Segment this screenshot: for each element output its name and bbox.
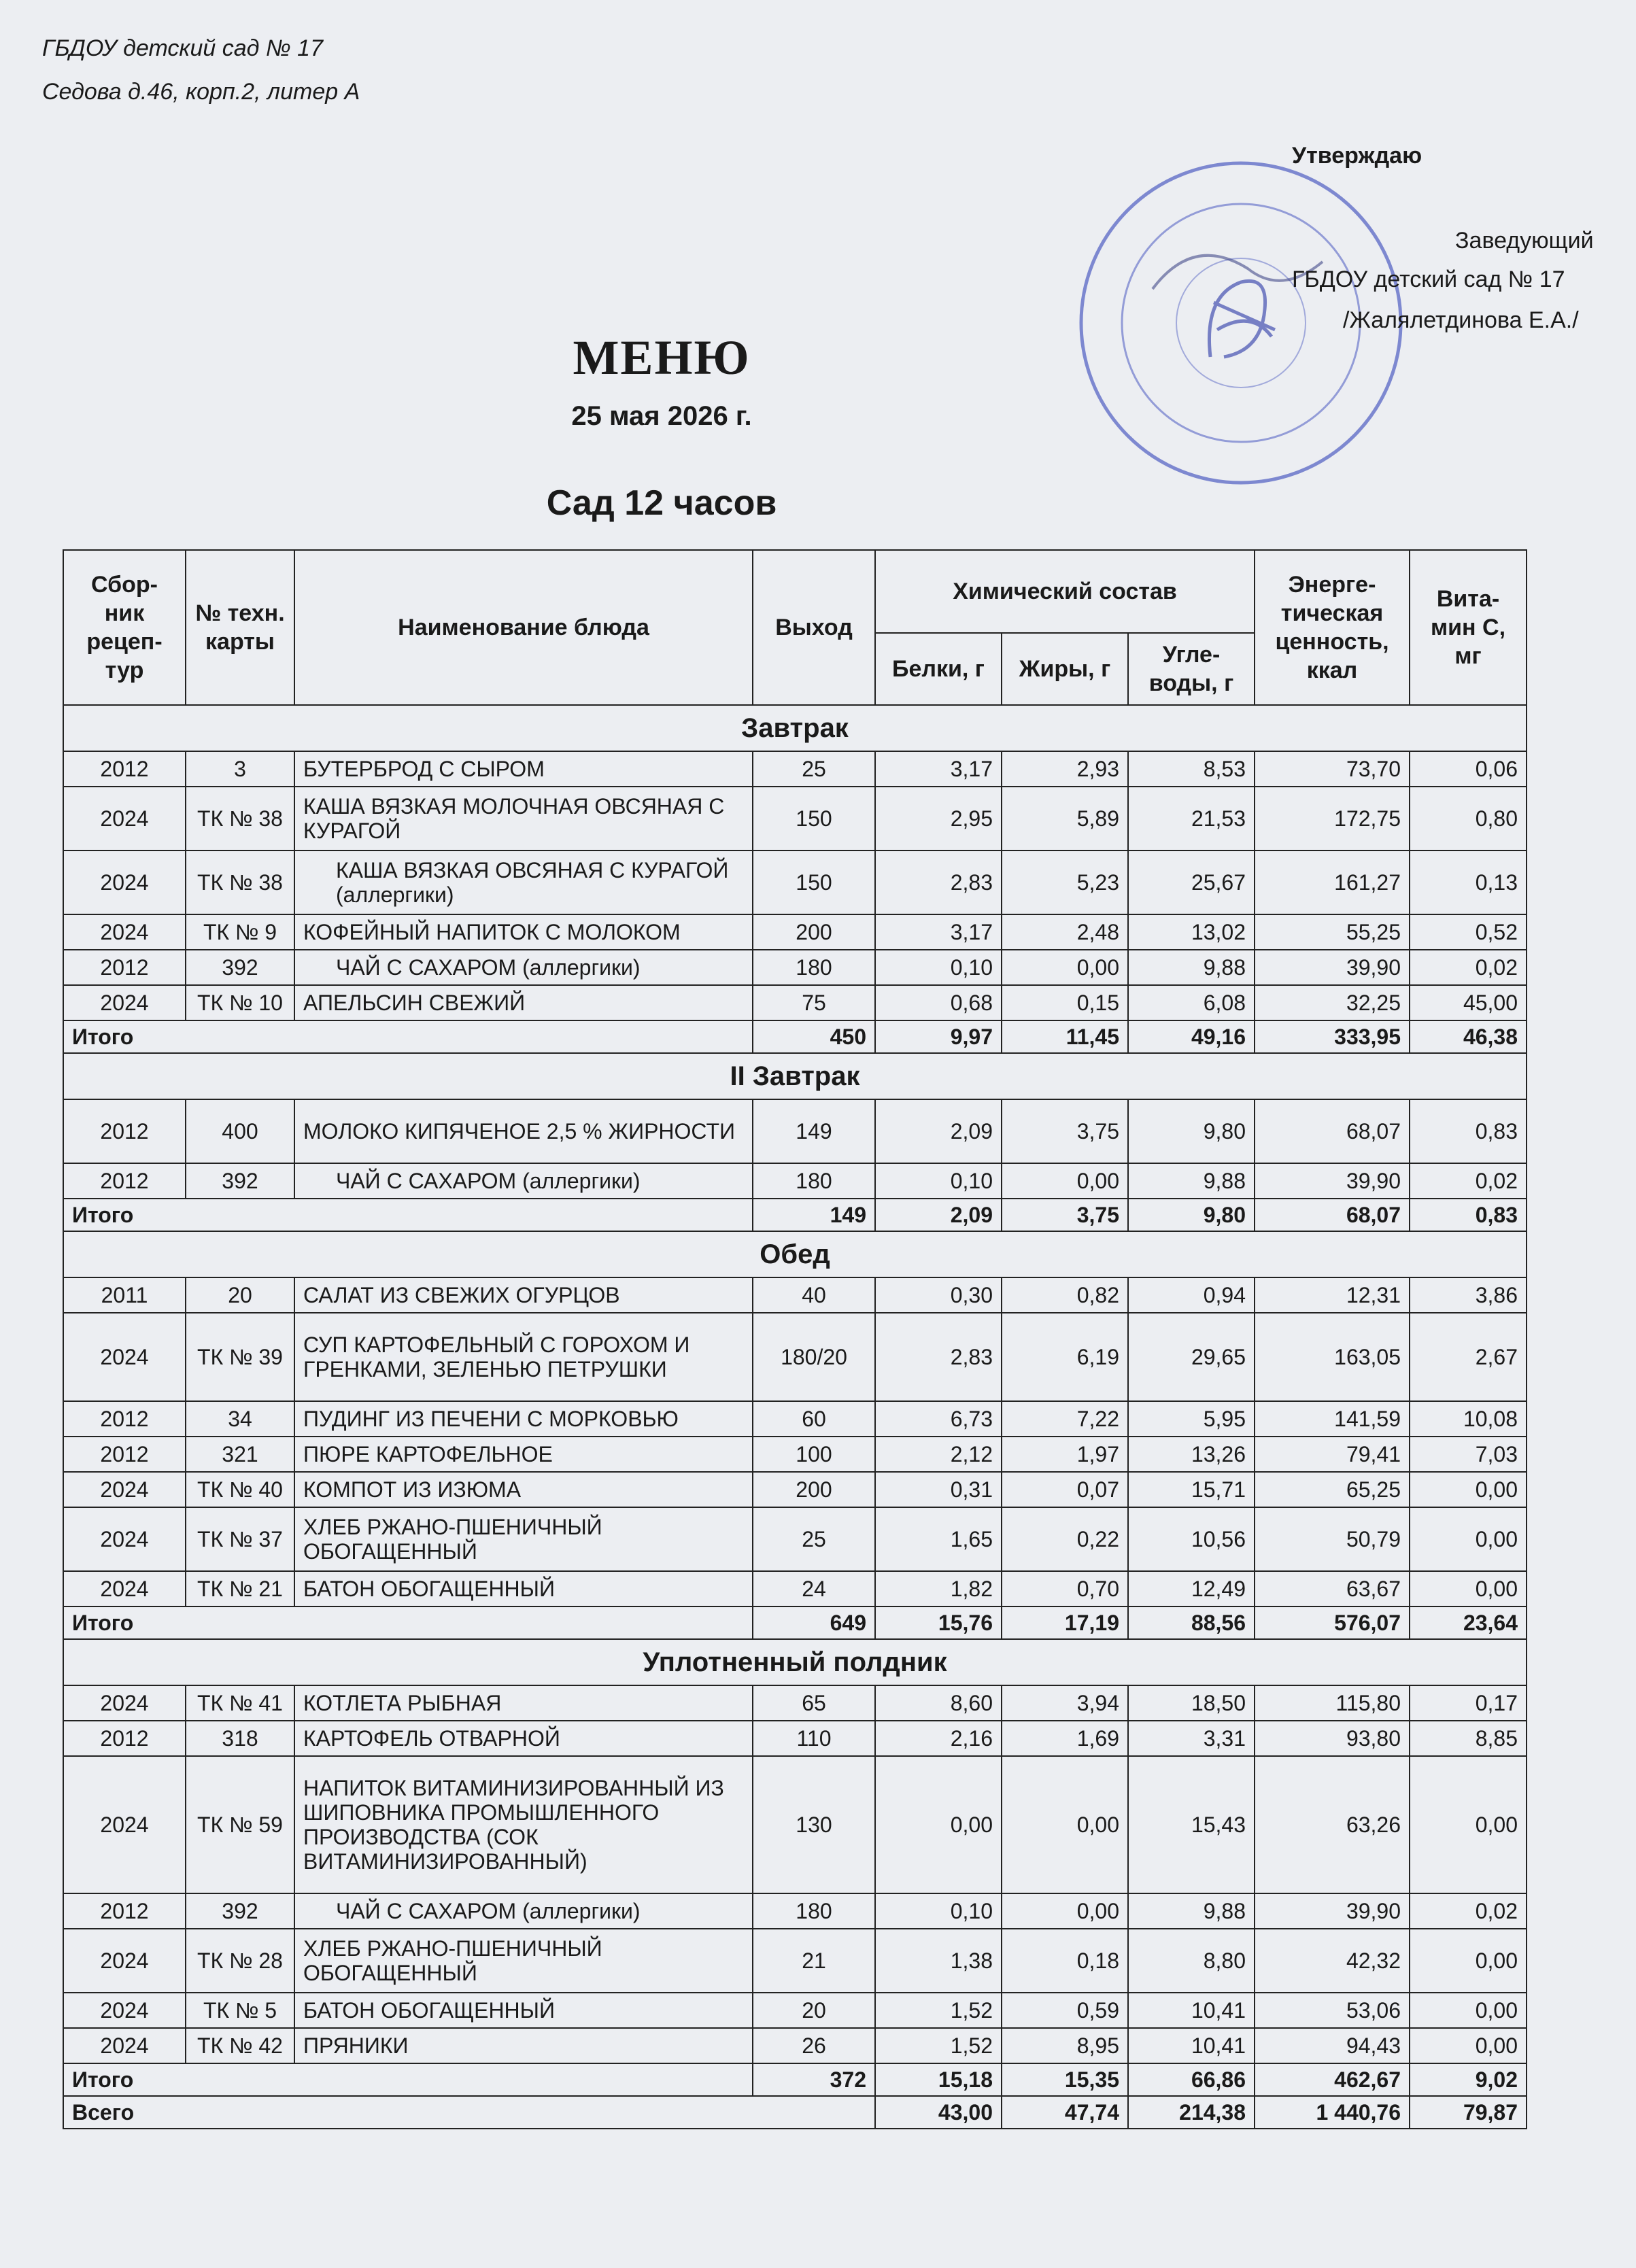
table-row [63,1721,1527,1756]
dish-name-cell: ЧАЙ С САХАРОМ (аллергики) [294,1893,753,1929]
vitamin-cell: 0,52 [1410,914,1527,950]
organization-name: ГБДОУ детский сад № 17 [42,35,323,61]
fat-cell: 8,95 [1002,2028,1128,2063]
output-cell: 40 [753,1277,875,1313]
recipe-collection-cell: 2024 [63,787,186,850]
header-energy: Энерге-тическая ценность, ккал [1255,550,1410,705]
output-cell: 180/20 [753,1313,875,1401]
vitamin-cell: 0,80 [1410,787,1527,850]
carbs-cell: 25,67 [1128,850,1255,914]
tech-card-cell: ТК № 42 [186,2028,294,2063]
total-protein: 15,76 [875,1606,1002,1639]
energy-cell: 39,90 [1255,950,1410,985]
recipe-collection-cell: 2024 [63,1929,186,1993]
recipe-collection-cell: 2012 [63,1721,186,1756]
output-cell: 65 [753,1685,875,1721]
menu-body [63,705,1527,2129]
fat-cell: 0,70 [1002,1571,1128,1606]
total-protein: 15,18 [875,2063,1002,2096]
protein-cell: 2,83 [875,1313,1002,1401]
protein-cell: 1,82 [875,1571,1002,1606]
fat-cell: 6,19 [1002,1313,1128,1401]
output-cell: 110 [753,1721,875,1756]
tech-card-cell: ТК № 39 [186,1313,294,1401]
carbs-cell: 15,71 [1128,1472,1255,1507]
table-row [63,850,1527,914]
energy-cell: 39,90 [1255,1893,1410,1929]
page-title: МЕНЮ [573,330,751,385]
tech-card-cell: ТК № 28 [186,1929,294,1993]
table-row [63,1685,1527,1721]
carbs-cell: 10,41 [1128,2028,1255,2063]
recipe-collection-cell: 2012 [63,1401,186,1437]
total-vitamin: 46,38 [1410,1020,1527,1053]
table-row [63,1507,1527,1571]
menu-subtitle: Сад 12 часов [546,483,777,523]
total-fat: 15,35 [1002,2063,1128,2096]
recipe-collection-cell: 2024 [63,1685,186,1721]
header-card: № техн. карты [186,550,294,705]
protein-cell: 0,30 [875,1277,1002,1313]
output-cell: 100 [753,1437,875,1472]
table-row [63,1277,1527,1313]
total-output: 372 [753,2063,875,2096]
recipe-collection-cell: 2024 [63,1313,186,1401]
output-cell: 200 [753,914,875,950]
total-carbs: 88,56 [1128,1606,1255,1639]
table-row [63,2028,1527,2063]
recipe-collection-cell: 2024 [63,1993,186,2028]
total-output: 649 [753,1606,875,1639]
grand-total-vitamin: 79,87 [1410,2096,1527,2129]
tech-card-cell: ТК № 38 [186,850,294,914]
header-collection: Сбор-ник рецеп-тур [63,550,186,705]
tech-card-cell: 321 [186,1437,294,1472]
fat-cell: 0,59 [1002,1993,1128,2028]
vitamin-cell: 0,02 [1410,1163,1527,1199]
recipe-collection-cell: 2024 [63,1507,186,1571]
vitamin-cell: 45,00 [1410,985,1527,1020]
carbs-cell: 0,94 [1128,1277,1255,1313]
output-cell: 180 [753,1893,875,1929]
grand-total-fat: 47,74 [1002,2096,1128,2129]
tech-card-cell: ТК № 9 [186,914,294,950]
vitamin-cell: 0,02 [1410,1893,1527,1929]
protein-cell: 1,52 [875,2028,1002,2063]
table-row [63,1993,1527,2028]
approval-organization: ГБДОУ детский сад № 17 [1292,267,1565,292]
output-cell: 150 [753,787,875,850]
carbs-cell: 29,65 [1128,1313,1255,1401]
tech-card-cell: ТК № 5 [186,1993,294,2028]
energy-cell: 93,80 [1255,1721,1410,1756]
fat-cell: 2,48 [1002,914,1128,950]
vitamin-cell: 0,00 [1410,1472,1527,1507]
carbs-cell: 10,41 [1128,1993,1255,2028]
section-header [63,1053,1527,1099]
energy-cell: 163,05 [1255,1313,1410,1401]
output-cell: 150 [753,850,875,914]
dish-name-cell: КОФЕЙНЫЙ НАПИТОК С МОЛОКОМ [294,914,753,950]
output-cell: 24 [753,1571,875,1606]
tech-card-cell: ТК № 41 [186,1685,294,1721]
energy-cell: 172,75 [1255,787,1410,850]
tech-card-cell: ТК № 59 [186,1756,294,1893]
dish-name-cell: СУП КАРТОФЕЛЬНЫЙ С ГОРОХОМ И ГРЕНКАМИ, ЗЕЛЕНЬЮ ПЕТРУШКИ [294,1313,753,1401]
table-row [63,1893,1527,1929]
total-energy: 68,07 [1255,1199,1410,1231]
total-vitamin: 0,83 [1410,1199,1527,1231]
protein-cell: 2,83 [875,850,1002,914]
grand-total-carbs: 214,38 [1128,2096,1255,2129]
carbs-cell: 9,88 [1128,1893,1255,1929]
approval-position: Заведующий [1455,228,1594,254]
dish-name-cell: ПРЯНИКИ [294,2028,753,2063]
vitamin-cell: 2,67 [1410,1313,1527,1401]
output-cell: 200 [753,1472,875,1507]
carbs-cell: 15,43 [1128,1756,1255,1893]
recipe-collection-cell: 2011 [63,1277,186,1313]
carbs-cell: 13,02 [1128,914,1255,950]
dish-name-cell: ХЛЕБ РЖАНО-ПШЕНИЧНЫЙ ОБОГАЩЕННЫЙ [294,1929,753,1993]
vitamin-cell: 0,13 [1410,850,1527,914]
tech-card-cell: ТК № 38 [186,787,294,850]
fat-cell: 0,18 [1002,1929,1128,1993]
total-vitamin: 9,02 [1410,2063,1527,2096]
tech-card-cell: 34 [186,1401,294,1437]
tech-card-cell: 392 [186,950,294,985]
approval-title: Утверждаю [1292,143,1422,169]
total-carbs: 9,80 [1128,1199,1255,1231]
table-row [63,950,1527,985]
total-fat: 11,45 [1002,1020,1128,1053]
recipe-collection-cell: 2024 [63,1756,186,1893]
protein-cell: 0,00 [875,1756,1002,1893]
section-header [63,1231,1527,1277]
carbs-cell: 21,53 [1128,787,1255,850]
section-title: Завтрак [63,705,1527,751]
energy-cell: 161,27 [1255,850,1410,914]
grand-total-protein: 43,00 [875,2096,1002,2129]
header-chem: Химический состав [875,550,1255,633]
carbs-cell: 9,88 [1128,1163,1255,1199]
header-protein: Белки, г [875,633,1002,705]
fat-cell: 5,89 [1002,787,1128,850]
energy-cell: 39,90 [1255,1163,1410,1199]
energy-cell: 63,26 [1255,1756,1410,1893]
fat-cell: 0,00 [1002,950,1128,985]
fat-cell: 0,82 [1002,1277,1128,1313]
output-cell: 26 [753,2028,875,2063]
recipe-collection-cell: 2012 [63,751,186,787]
table-row [63,1571,1527,1606]
total-carbs: 66,86 [1128,2063,1255,2096]
carbs-cell: 10,56 [1128,1507,1255,1571]
approval-signatory: /Жалялетдинова Е.А./ [1343,307,1579,333]
tech-card-cell: 20 [186,1277,294,1313]
vitamin-cell: 0,00 [1410,1929,1527,1993]
protein-cell: 0,10 [875,950,1002,985]
carbs-cell: 9,88 [1128,950,1255,985]
vitamin-cell: 10,08 [1410,1401,1527,1437]
output-cell: 149 [753,1099,875,1163]
tech-card-cell: ТК № 21 [186,1571,294,1606]
section-total-row [63,1199,1527,1231]
table-row [63,1437,1527,1472]
header-vitamin: Вита-мин С, мг [1410,550,1527,705]
tech-card-cell: ТК № 10 [186,985,294,1020]
protein-cell: 3,17 [875,914,1002,950]
total-carbs: 49,16 [1128,1020,1255,1053]
recipe-collection-cell: 2024 [63,850,186,914]
vitamin-cell: 0,00 [1410,1756,1527,1893]
dish-name-cell: КАША ВЯЗКАЯ ОВСЯНАЯ С КУРАГОЙ (аллергики) [294,850,753,914]
protein-cell: 3,17 [875,751,1002,787]
vitamin-cell: 0,00 [1410,1571,1527,1606]
fat-cell: 1,69 [1002,1721,1128,1756]
energy-cell: 73,70 [1255,751,1410,787]
carbs-cell: 13,26 [1128,1437,1255,1472]
recipe-collection-cell: 2012 [63,1893,186,1929]
carbs-cell: 18,50 [1128,1685,1255,1721]
energy-cell: 50,79 [1255,1507,1410,1571]
total-energy: 576,07 [1255,1606,1410,1639]
total-vitamin: 23,64 [1410,1606,1527,1639]
dish-name-cell: ХЛЕБ РЖАНО-ПШЕНИЧНЫЙ ОБОГАЩЕННЫЙ [294,1507,753,1571]
energy-cell: 68,07 [1255,1099,1410,1163]
section-total-row [63,1606,1527,1639]
carbs-cell: 8,53 [1128,751,1255,787]
energy-cell: 53,06 [1255,1993,1410,2028]
grand-total-label: Всего [63,2096,875,2129]
protein-cell: 1,52 [875,1993,1002,2028]
dish-name-cell: КАША ВЯЗКАЯ МОЛОЧНАЯ ОВСЯНАЯ С КУРАГОЙ [294,787,753,850]
table-row [63,914,1527,950]
energy-cell: 55,25 [1255,914,1410,950]
dish-name-cell: БУТЕРБРОД С СЫРОМ [294,751,753,787]
energy-cell: 12,31 [1255,1277,1410,1313]
section-header [63,705,1527,751]
carbs-cell: 6,08 [1128,985,1255,1020]
fat-cell: 1,97 [1002,1437,1128,1472]
energy-cell: 115,80 [1255,1685,1410,1721]
section-title: Уплотненный полдник [63,1639,1527,1685]
recipe-collection-cell: 2024 [63,914,186,950]
table-row [63,1929,1527,1993]
recipe-collection-cell: 2024 [63,985,186,1020]
output-cell: 21 [753,1929,875,1993]
fat-cell: 3,75 [1002,1099,1128,1163]
total-energy: 462,67 [1255,2063,1410,2096]
vitamin-cell: 8,85 [1410,1721,1527,1756]
energy-cell: 42,32 [1255,1929,1410,1993]
protein-cell: 0,10 [875,1163,1002,1199]
recipe-collection-cell: 2024 [63,1571,186,1606]
table-row [63,1163,1527,1199]
section-title: Обед [63,1231,1527,1277]
energy-cell: 65,25 [1255,1472,1410,1507]
dish-name-cell: КАРТОФЕЛЬ ОТВАРНОЙ [294,1721,753,1756]
tech-card-cell: 392 [186,1893,294,1929]
grand-total-energy: 1 440,76 [1255,2096,1410,2129]
fat-cell: 0,22 [1002,1507,1128,1571]
tech-card-cell: ТК № 37 [186,1507,294,1571]
protein-cell: 2,16 [875,1721,1002,1756]
vitamin-cell: 0,00 [1410,1993,1527,2028]
table-row [63,751,1527,787]
tech-card-cell: 318 [186,1721,294,1756]
table-row [63,985,1527,1020]
tech-card-cell: 400 [186,1099,294,1163]
table-row [63,1472,1527,1507]
fat-cell: 0,00 [1002,1756,1128,1893]
dish-name-cell: ПУДИНГ ИЗ ПЕЧЕНИ С МОРКОВЬЮ [294,1401,753,1437]
vitamin-cell: 7,03 [1410,1437,1527,1472]
vitamin-cell: 0,17 [1410,1685,1527,1721]
fat-cell: 7,22 [1002,1401,1128,1437]
dish-name-cell: БАТОН ОБОГАЩЕННЫЙ [294,1571,753,1606]
fat-cell: 0,15 [1002,985,1128,1020]
protein-cell: 0,68 [875,985,1002,1020]
header-name: Наименование блюда [294,550,753,705]
protein-cell: 8,60 [875,1685,1002,1721]
energy-cell: 141,59 [1255,1401,1410,1437]
carbs-cell: 9,80 [1128,1099,1255,1163]
protein-cell: 0,10 [875,1893,1002,1929]
tech-card-cell: ТК № 40 [186,1472,294,1507]
output-cell: 75 [753,985,875,1020]
dish-name-cell: АПЕЛЬСИН СВЕЖИЙ [294,985,753,1020]
energy-cell: 94,43 [1255,2028,1410,2063]
protein-cell: 1,65 [875,1507,1002,1571]
protein-cell: 2,12 [875,1437,1002,1472]
output-cell: 180 [753,950,875,985]
protein-cell: 2,95 [875,787,1002,850]
vitamin-cell: 0,06 [1410,751,1527,787]
recipe-collection-cell: 2012 [63,950,186,985]
tech-card-cell: 3 [186,751,294,787]
recipe-collection-cell: 2024 [63,1472,186,1507]
total-output: 450 [753,1020,875,1053]
output-cell: 130 [753,1756,875,1893]
total-label: Итого [63,1020,753,1053]
menu-table [63,549,1527,2129]
dish-name-cell: ЧАЙ С САХАРОМ (аллергики) [294,950,753,985]
total-label: Итого [63,1199,753,1231]
recipe-collection-cell: 2024 [63,2028,186,2063]
fat-cell: 0,07 [1002,1472,1128,1507]
output-cell: 60 [753,1401,875,1437]
vitamin-cell: 0,83 [1410,1099,1527,1163]
recipe-collection-cell: 2012 [63,1163,186,1199]
table-row [63,1099,1527,1163]
section-title: II Завтрак [63,1053,1527,1099]
dish-name-cell: НАПИТОК ВИТАМИНИЗИРОВАННЫЙ ИЗ ШИПОВНИКА ПРОМЫШЛЕННОГО ПРОИЗВОДСТВА (СОК ВИТАМИНИЗИРОВАННЫЙ) [294,1756,753,1893]
recipe-collection-cell: 2012 [63,1437,186,1472]
dish-name-cell: ЧАЙ С САХАРОМ (аллергики) [294,1163,753,1199]
output-cell: 25 [753,751,875,787]
total-label: Итого [63,1606,753,1639]
tech-card-cell: 392 [186,1163,294,1199]
energy-cell: 32,25 [1255,985,1410,1020]
table-row [63,787,1527,850]
fat-cell: 5,23 [1002,850,1128,914]
section-header [63,1639,1527,1685]
recipe-collection-cell: 2012 [63,1099,186,1163]
total-output: 149 [753,1199,875,1231]
total-fat: 17,19 [1002,1606,1128,1639]
fat-cell: 2,93 [1002,751,1128,787]
total-protein: 9,97 [875,1020,1002,1053]
carbs-cell: 3,31 [1128,1721,1255,1756]
dish-name-cell: МОЛОКО КИПЯЧЕНОЕ 2,5 % ЖИРНОСТИ [294,1099,753,1163]
protein-cell: 2,09 [875,1099,1002,1163]
vitamin-cell: 0,00 [1410,1507,1527,1571]
total-label: Итого [63,2063,753,2096]
carbs-cell: 5,95 [1128,1401,1255,1437]
section-total-row [63,2063,1527,2096]
grand-total-row [63,2096,1527,2129]
section-total-row [63,1020,1527,1053]
protein-cell: 6,73 [875,1401,1002,1437]
header-carbs: Угле-воды, г [1128,633,1255,705]
menu-date: 25 мая 2026 г. [571,401,752,431]
energy-cell: 79,41 [1255,1437,1410,1472]
total-protein: 2,09 [875,1199,1002,1231]
vitamin-cell: 0,00 [1410,2028,1527,2063]
protein-cell: 0,31 [875,1472,1002,1507]
organization-address: Седова д.46, корп.2, литер А [42,79,360,105]
header-fat: Жиры, г [1002,633,1128,705]
dish-name-cell: КОМПОТ ИЗ ИЗЮМА [294,1472,753,1507]
table-row [63,1756,1527,1893]
table-row [63,1313,1527,1401]
dish-name-cell: БАТОН ОБОГАЩЕННЫЙ [294,1993,753,2028]
output-cell: 180 [753,1163,875,1199]
output-cell: 20 [753,1993,875,2028]
header-output: Выход [753,550,875,705]
output-cell: 25 [753,1507,875,1571]
fat-cell: 0,00 [1002,1893,1128,1929]
total-energy: 333,95 [1255,1020,1410,1053]
dish-name-cell: КОТЛЕТА РЫБНАЯ [294,1685,753,1721]
carbs-cell: 8,80 [1128,1929,1255,1993]
protein-cell: 1,38 [875,1929,1002,1993]
dish-name-cell: ПЮРЕ КАРТОФЕЛЬНОЕ [294,1437,753,1472]
fat-cell: 0,00 [1002,1163,1128,1199]
vitamin-cell: 0,02 [1410,950,1527,985]
table-row [63,1401,1527,1437]
carbs-cell: 12,49 [1128,1571,1255,1606]
fat-cell: 3,94 [1002,1685,1128,1721]
vitamin-cell: 3,86 [1410,1277,1527,1313]
total-fat: 3,75 [1002,1199,1128,1231]
energy-cell: 63,67 [1255,1571,1410,1606]
dish-name-cell: САЛАТ ИЗ СВЕЖИХ ОГУРЦОВ [294,1277,753,1313]
